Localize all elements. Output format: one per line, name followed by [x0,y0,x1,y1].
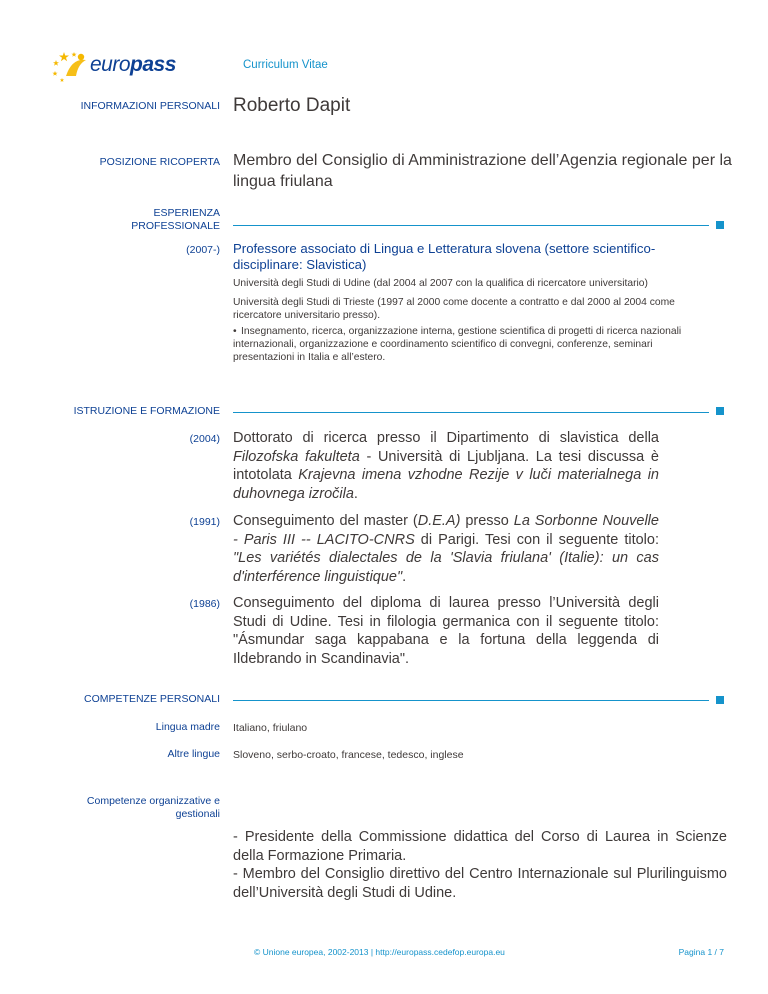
document-title: Curriculum Vitae [243,59,328,71]
employer-line-trieste: Università degli Studi di Trieste (1997 al 2000 come docente a contratto e dal 2000 al 2004 come ricercatore universitario presso). [233,297,675,321]
education-text: presso [460,513,514,529]
section-divider [233,412,709,413]
education-italic: Krajevna imena vzhodne Rezije v luči materialnega in duhovnega izročila [233,467,659,502]
section-label-experience-line1: ESPERIENZA [153,207,220,219]
education-text: Dottorato di ricerca presso il Dipartimento di slavistica della [233,430,659,446]
section-divider [233,225,709,226]
section-divider-marker [716,221,724,229]
education-text: Conseguimento del master ( [233,513,418,529]
education-italic: "Les variétés dialectales de la 'Slavia friulana' (Italie): un cas d'interférence linguistique" [233,550,659,585]
section-label-personal: INFORMAZIONI PERSONALI [80,100,220,112]
section-label-experience-line2: PROFESSIONALE [131,220,220,232]
bullet-icon: • [233,326,237,337]
logo-euro-text: euro [90,53,131,76]
education-item-2004 [233,429,659,503]
organizational-skills-text [233,828,727,902]
mother-tongue-value: Italiano, friulano [233,722,308,734]
footer-copyright: © Unione europea, 2002-2013 | http://europass.cedefop.europa.eu [254,947,505,957]
job-activities [233,325,713,364]
education-text: di Parigi. Tesi con il seguente titolo: [414,531,659,548]
logo-pass-text: pass [130,53,176,76]
education-italic: Filozofska fakulteta [233,448,360,465]
job-activities-text: Insegnamento, ricerca, organizzazione interna, gestione scientifica di progetti di ricerca nazionali internazionali, organizzazione e coordinamento scientifico di convegni, conferenze, seminari presentazioni in Italia e all’estero. [233,326,682,363]
employer-line-udine: Università degli Studi di Udine (dal 2004 al 2007 con la qualifica di ricercatore universitario) [233,278,648,289]
job-title: Professore associato di Lingua e Letteratura slovena (settore scientifico-disciplinare: Slavistica) [233,241,656,272]
other-languages-value: Sloveno, serbo-croato, francese, tedesco, inglese [233,749,464,761]
education-date-2004: (2004) [189,433,220,445]
europass-wordmark [90,53,176,77]
organizational-skill-item: - Presidente della Commissione didattica del Corso di Laurea in Scienze della Formazione Primaria. [233,829,727,864]
position-text: Membro del Consiglio di Amministrazione dell’Agenzia regionale per la lingua friulana [233,152,732,190]
section-label-experience [131,207,220,233]
education-italic: D.E.A) [417,513,461,529]
section-label-skills: COMPETENZE PERSONALI [84,693,220,705]
section-divider-marker [716,696,724,704]
experience-date: (2007-) [186,244,220,256]
education-item-1991 [233,512,659,586]
section-label-position: POSIZIONE RICOPERTA [99,156,220,168]
education-date-1986: (1986) [189,598,220,610]
europass-logo [50,48,176,84]
page-number: Pagina 1 / 7 [678,947,724,957]
organizational-skill-item: - Membro del Consiglio direttivo del Centro Internazionale sul Plurilinguismo dell’Università degli Studi di Udine. [233,866,727,901]
section-divider [233,700,709,701]
other-languages-label: Altre lingue [167,748,220,760]
education-italic: La Sorbonne Nouvelle - Paris III -- LACITO-CNRS [233,513,659,548]
education-text: - Università di Ljubljana. La tesi discussa è intotolata [233,448,659,483]
section-label-education: ISTRUZIONE E FORMAZIONE [73,405,220,417]
section-divider-marker [716,407,724,415]
education-item-1986: Conseguimento del diploma di laurea presso l’Università degli Studi di Udine. Tesi in filologia germanica con il seguente titolo: "Ásmundar saga kappabana e la fortuna della leggenda di Ildebrando in Scandinavia". [233,595,659,667]
education-text: . [353,485,358,502]
organizational-skills-label-line2: gestionali [175,808,220,820]
education-date-1991: (1991) [189,516,220,528]
education-text: . [402,568,407,585]
person-name: Roberto Dapit [233,95,351,116]
organizational-skills-label [87,795,220,821]
organizational-skills-label-line1: Competenze organizzative e [86,795,220,807]
mother-tongue-label: Lingua madre [155,721,220,733]
